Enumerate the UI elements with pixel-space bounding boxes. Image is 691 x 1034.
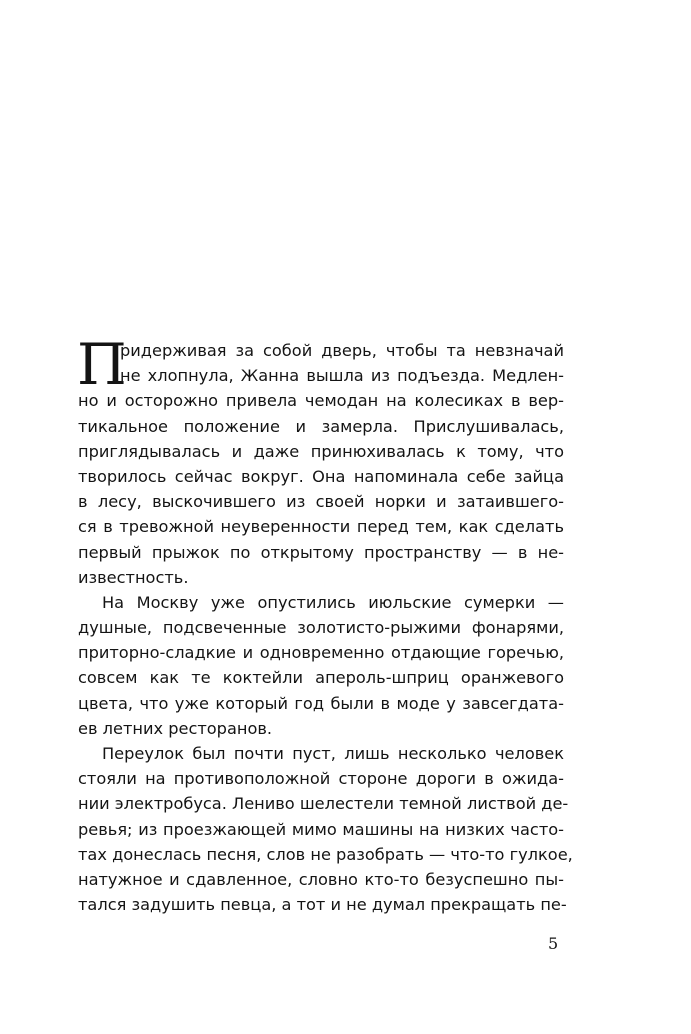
text-line: совсем как те коктейли апероль-шприц оранжевого bbox=[78, 668, 564, 688]
text-line: творилось сейчас вокруг. Она напоминала себе зайца bbox=[78, 466, 564, 486]
text-line: тах донеслась песня, слов не разобрать — что-то гулкое, bbox=[78, 844, 573, 864]
text-line: натужное и сдавленное, словно кто-то безуспешно пы- bbox=[78, 869, 564, 889]
text-line-paragraph-end: ев летних ресторанов. bbox=[78, 718, 273, 738]
text-line: тикальное положение и замерла. Прислушивалась, bbox=[78, 416, 564, 436]
text-line: нии электробуса. Лениво шелестели темной листвой де- bbox=[78, 794, 569, 814]
text-line: цвета, что уже который год были в моде у завсегдата- bbox=[78, 693, 564, 713]
drop-cap-letter: П bbox=[77, 332, 127, 398]
body-text bbox=[77, 332, 573, 917]
text-line: тался задушить певца, а тот и не думал прекращать пе- bbox=[78, 895, 567, 915]
text-line: но и осторожно привела чемодан на колесиках в вер- bbox=[78, 391, 564, 411]
page-number: 5 bbox=[548, 934, 559, 953]
text-line: душные, подсвеченные золотисто-рыжими фонарями, bbox=[78, 618, 564, 638]
text-line-paragraph-start: Переулок был почти пуст, лишь несколько человек bbox=[102, 744, 564, 763]
text-line: приторно-сладкие и одновременно отдающие горечью, bbox=[78, 643, 564, 663]
text-line: ся в тревожной неуверенности перед тем, как сделать bbox=[78, 517, 564, 537]
text-line: стояли на противоположной стороне дороги в ожида- bbox=[78, 769, 564, 789]
text-line-paragraph-end: известность. bbox=[78, 567, 189, 587]
text-line: ридерживая за собой дверь, чтобы та невзначай bbox=[120, 341, 564, 360]
text-line-paragraph-start: На Москву уже опустились июльские сумерки — bbox=[102, 592, 564, 612]
text-line: ревья; из проезжающей мимо машины на низких часто- bbox=[78, 819, 564, 839]
text-line: в лесу, выскочившего из своей норки и затаившего- bbox=[78, 492, 564, 512]
text-line: не хлопнула, Жанна вышла из подъезда. Медлен- bbox=[120, 366, 564, 386]
text-line: приглядывалась и даже принюхивалась к тому, что bbox=[78, 441, 564, 461]
text-line: первый прыжок по открытому пространству — в не- bbox=[78, 542, 564, 562]
